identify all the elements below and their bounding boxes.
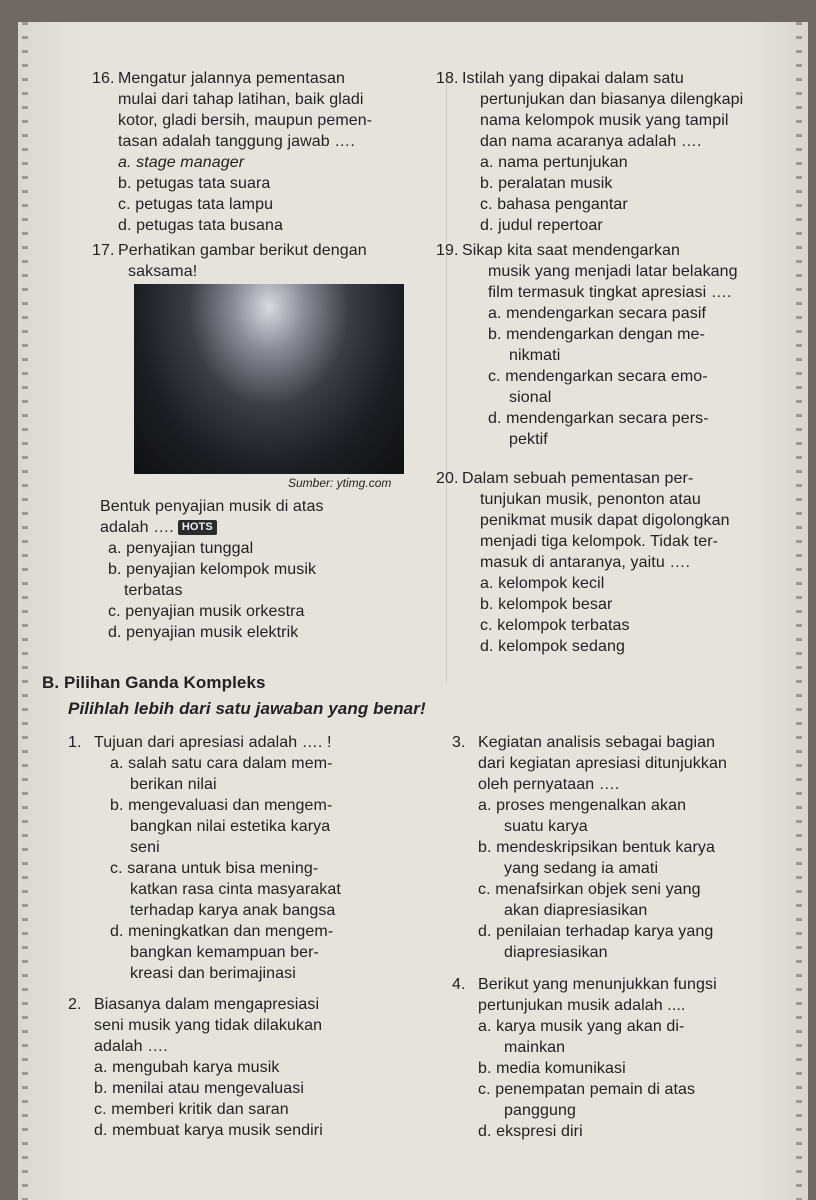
- option-a[interactable]: a. penyajian tunggal: [108, 540, 254, 557]
- option-b[interactable]: b. mendeskripsikan bentuk karya: [478, 839, 715, 856]
- question-number: 2.: [68, 996, 82, 1013]
- question-stem: musik yang menjadi latar belakang: [488, 263, 738, 280]
- option-c[interactable]: c. memberi kritik dan saran: [94, 1101, 289, 1118]
- question-number: 4.: [452, 976, 466, 993]
- question-stem: menjadi tiga kelompok. Tidak ter-: [480, 533, 719, 550]
- option-d-continued: diapresiasikan: [504, 944, 608, 961]
- question-18: [436, 68, 743, 236]
- question-20: [436, 468, 730, 657]
- option-b[interactable]: b. peralatan musik: [480, 175, 613, 192]
- option-a[interactable]: a. stage manager: [118, 154, 245, 171]
- option-a[interactable]: a. karya musik yang akan di-: [478, 1018, 685, 1035]
- option-b-continued: terbatas: [124, 582, 183, 599]
- option-c-continued: katkan rasa cinta masyarakat: [130, 881, 341, 898]
- question-b4: [452, 974, 717, 1142]
- option-b-continued: yang sedang ia amati: [504, 860, 659, 877]
- option-b[interactable]: b. penyajian kelompok musik: [108, 561, 317, 578]
- option-d[interactable]: d. judul repertoar: [480, 217, 603, 234]
- question-stem: Biasanya dalam mengapresiasi: [94, 996, 320, 1013]
- question-stem: seni musik yang tidak dilakukan: [94, 1017, 323, 1034]
- concert-crowd-photo: [134, 284, 404, 474]
- question-stem: kotor, gladi bersih, maupun pemen-: [118, 112, 373, 129]
- question-stem: Kegiatan analisis sebagai bagian: [478, 734, 716, 751]
- option-b[interactable]: b. mengevaluasi dan mengem-: [110, 797, 333, 814]
- question-17-continued: [100, 496, 324, 643]
- question-stem: nama kelompok musik yang tampil: [480, 112, 729, 129]
- question-stem: oleh pernyataan ….: [478, 776, 620, 793]
- option-c-continued: panggung: [504, 1102, 576, 1119]
- binding-holes-right: [796, 22, 802, 1200]
- question-stem: Tujuan dari apresiasi adalah …. !: [94, 734, 332, 751]
- option-a[interactable]: a. proses mengenalkan akan: [478, 797, 687, 814]
- option-a[interactable]: a. salah satu cara dalam mem-: [110, 755, 333, 772]
- question-stem: film termasuk tingkat apresiasi ….: [488, 284, 732, 301]
- option-c[interactable]: c. mendengarkan secara emo-: [488, 368, 708, 385]
- question-19: [436, 240, 738, 450]
- question-stem: Perhatikan gambar berikut dengan: [118, 242, 367, 259]
- option-b[interactable]: b. media komunikasi: [478, 1060, 626, 1077]
- question-stem: pertunjukan musik adalah ....: [478, 997, 686, 1014]
- option-c[interactable]: c. menafsirkan objek seni yang: [478, 881, 701, 898]
- option-b-continued: bangkan nilai estetika karya: [130, 818, 331, 835]
- option-d[interactable]: d. meningkatkan dan mengem-: [110, 923, 334, 940]
- option-c-continued: sional: [509, 389, 552, 406]
- option-d[interactable]: d. penilaian terhadap karya yang: [478, 923, 714, 940]
- option-d[interactable]: d. kelompok sedang: [480, 638, 626, 655]
- option-c[interactable]: c. penyajian musik orkestra: [108, 603, 305, 620]
- question-b1: [68, 732, 341, 984]
- option-c[interactable]: c. penempatan pemain di atas: [478, 1081, 696, 1098]
- question-stem: dan nama acaranya adalah ….: [480, 133, 702, 150]
- option-c-continued: akan diapresiasikan: [504, 902, 648, 919]
- option-d-continued: kreasi dan berimajinasi: [130, 965, 296, 982]
- question-stem: Dalam sebuah pementasan per-: [462, 470, 694, 487]
- option-c[interactable]: c. petugas tata lampu: [118, 196, 274, 213]
- option-c-continued: terhadap karya anak bangsa: [130, 902, 336, 919]
- question-number: 20.: [436, 470, 459, 487]
- option-b[interactable]: b. petugas tata suara: [118, 175, 271, 192]
- option-b-continued: seni: [130, 839, 160, 856]
- option-a-continued: mainkan: [504, 1039, 566, 1056]
- section-title: B. Pilihan Ganda Kompleks: [42, 673, 266, 692]
- option-d[interactable]: d. mendengarkan secara pers-: [488, 410, 709, 427]
- hots-badge: HOTS: [178, 520, 217, 535]
- question-b2: [68, 994, 323, 1141]
- question-stem: saksama!: [128, 263, 198, 280]
- question-stem: adalah ….: [94, 1038, 168, 1055]
- question-number: 19.: [436, 242, 459, 259]
- question-number: 18.: [436, 70, 459, 87]
- section-instruction: Pilihlah lebih dari satu jawaban yang benar!: [68, 699, 426, 718]
- question-number: 1.: [68, 734, 82, 751]
- question-stem: Sikap kita saat mendengarkan: [462, 242, 681, 259]
- option-a[interactable]: a. kelompok kecil: [480, 575, 605, 592]
- question-number: 16.: [92, 70, 115, 87]
- option-b[interactable]: b. kelompok besar: [480, 596, 613, 613]
- option-b[interactable]: b. mendengarkan dengan me-: [488, 326, 705, 343]
- option-d-continued: pektif: [509, 431, 548, 448]
- option-d[interactable]: d. petugas tata busana: [118, 217, 283, 234]
- option-d[interactable]: d. penyajian musik elektrik: [108, 624, 299, 641]
- book-page: [18, 22, 808, 1200]
- option-a[interactable]: a. mendengarkan secara pasif: [488, 305, 707, 322]
- option-d[interactable]: d. ekspresi diri: [478, 1123, 583, 1140]
- binding-holes-left: [22, 22, 28, 1200]
- question-stem: tasan adalah tanggung jawab ….: [118, 133, 355, 150]
- option-d[interactable]: d. membuat karya musik sendiri: [94, 1122, 323, 1139]
- option-c[interactable]: c. sarana untuk bisa mening-: [110, 860, 319, 877]
- photo-caption: Sumber: ytimg.com: [288, 476, 392, 490]
- option-a[interactable]: a. mengubah karya musik: [94, 1059, 280, 1076]
- option-b-continued: nikmati: [509, 347, 561, 364]
- option-a-continued: suatu karya: [504, 818, 588, 835]
- question-stem: Berikut yang menunjukkan fungsi: [478, 976, 717, 993]
- option-c[interactable]: c. kelompok terbatas: [480, 617, 630, 634]
- question-number: 17.: [92, 242, 115, 259]
- question-stem: mulai dari tahap latihan, baik gladi: [118, 91, 364, 108]
- section-b-header: [42, 672, 426, 719]
- option-c[interactable]: c. bahasa pengantar: [480, 196, 628, 213]
- question-17: [92, 240, 367, 282]
- option-a[interactable]: a. nama pertunjukan: [480, 154, 628, 171]
- option-b[interactable]: b. menilai atau mengevaluasi: [94, 1080, 305, 1097]
- option-a-continued: berikan nilai: [130, 776, 217, 793]
- question-16: [92, 68, 372, 236]
- question-stem: Bentuk penyajian musik di atas: [100, 498, 324, 515]
- question-stem: dari kegiatan apresiasi ditunjukkan: [478, 755, 727, 772]
- question-stem: adalah ….: [100, 519, 174, 536]
- question-b3: [452, 732, 727, 963]
- question-stem: tunjukan musik, penonton atau: [480, 491, 701, 508]
- question-stem: Istilah yang dipakai dalam satu: [462, 70, 684, 87]
- question-stem: penikmat musik dapat digolongkan: [480, 512, 730, 529]
- question-number: 3.: [452, 734, 466, 751]
- question-stem: Mengatur jalannya pementasan: [118, 70, 345, 87]
- question-stem: pertunjukan dan biasanya dilengkapi: [480, 91, 744, 108]
- question-stem: masuk di antaranya, yaitu ….: [480, 554, 691, 571]
- option-d-continued: bangkan kemampuan ber-: [130, 944, 319, 961]
